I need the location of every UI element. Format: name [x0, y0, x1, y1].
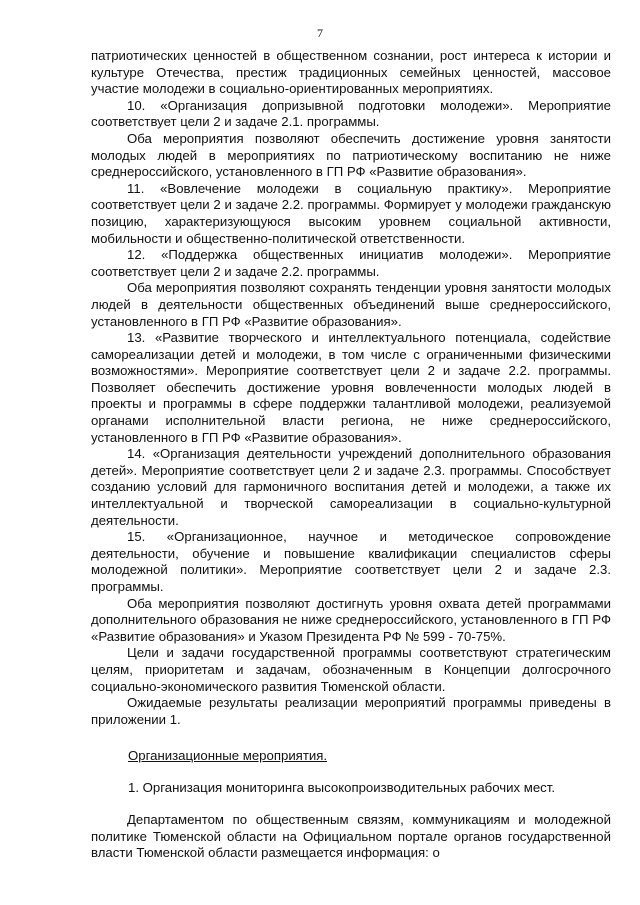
paragraph-item-10: 10. «Организация допризывной подготовки молодежи». Мероприятие соответствует цели 2 и задаче 2.1. программы.: [91, 97, 611, 130]
paragraph-item-14: 14. «Организация деятельности учреждений дополнительного образования детей». Мероприятие соответствует цели 2 и задаче 2.3. программы. Способствует созданию условий для гармоничного воспитания детей и молодежи, а также их интеллектуальной и творческой самореализации в социально-культурной деятельности.: [91, 446, 611, 528]
section-heading: Организационные мероприятия.: [128, 748, 328, 763]
paragraph-item-13: 13. «Развитие творческого и интеллектуального потенциала, содействие самореализации детей и молодежи, в том числе с ограниченными физическими возможностями». Мероприятие соответствует цели 2 и задаче 2.2. программы. Позволяет обеспечить достижение уровня вовлеченности молодых людей в проекты и программы в сфере поддержки талантливой молодежи, реализуемой органами исполнительной власти региона, не ниже среднероссийского, установленного в ГП РФ «Развитие образования».: [91, 330, 611, 445]
paragraph-item-12: 12. «Поддержка общественных инициатив молодежи». Мероприятие соответствует цели 2 и задаче 2.2. программы.: [91, 247, 611, 279]
paragraph-item-15: 15. «Организационное, научное и методическое сопровождение деятельности, обучение и повышение квалификации специалистов сферы молодежной политики». Мероприятие соответствует цели 2 и задаче 2.3. программы.: [91, 529, 611, 594]
page-number: 7: [317, 26, 323, 40]
paragraph-goals: Цели и задачи государственной программы соответствуют стратегическим целям, приоритетам и задачам, обозначенным в Концепции долгосрочного социально-экономического развития Тюменской области.: [91, 645, 611, 694]
paragraph-summary-2: Оба мероприятия позволяют сохранять тенденции уровня занятости молодых людей в деятельности общественных объединений выше среднероссийского, установленного в ГП РФ «Развитие образования».: [91, 280, 611, 329]
paragraph-item-11: 11. «Вовлечение молодежи в социальную практику». Мероприятие соответствует цели 2 и задаче 2.2. программы. Формирует у молодежи гражданскую позицию, характеризующуюся высоким уровнем социальной активности, мобильности и общественно-политической ответственности.: [91, 180, 611, 246]
final-text: [91, 812, 611, 862]
paragraph-continuation: патриотических ценностей в общественном сознании, рост интереса к истории и культуре Отечества, престиж традиционных семейных ценностей, массовое участие молодежи в социально-ориентированных мероприятиях.: [91, 48, 611, 97]
paragraph-summary-3: Оба мероприятия позволяют достигнуть уровня охвата детей программами дополнительного образования не ниже среднероссийского, установленного в ГП РФ «Развитие образования» и Указом Президента РФ № 599 - 70-75%.: [91, 595, 611, 644]
paragraph-department: Департаментом по общественным связям, коммуникациям и молодежной политике Тюменской области на Официальном портале органов государственной власти Тюменской области размещается информация: о: [91, 812, 611, 861]
paragraph-summary-1: Оба мероприятия позволяют обеспечить достижение уровня занятости молодых людей в мероприятиях по патриотическому воспитанию не ниже среднероссийского, установленного в ГП РФ «Развитие образования».: [91, 130, 611, 180]
body-text: [91, 48, 611, 728]
paragraph-expected-results: Ожидаемые результаты реализации мероприятий программы приведены в приложении 1.: [91, 695, 611, 727]
list-item-monitoring: 1. Организация мониторинга высокопроизводительных рабочих мест.: [128, 780, 556, 795]
